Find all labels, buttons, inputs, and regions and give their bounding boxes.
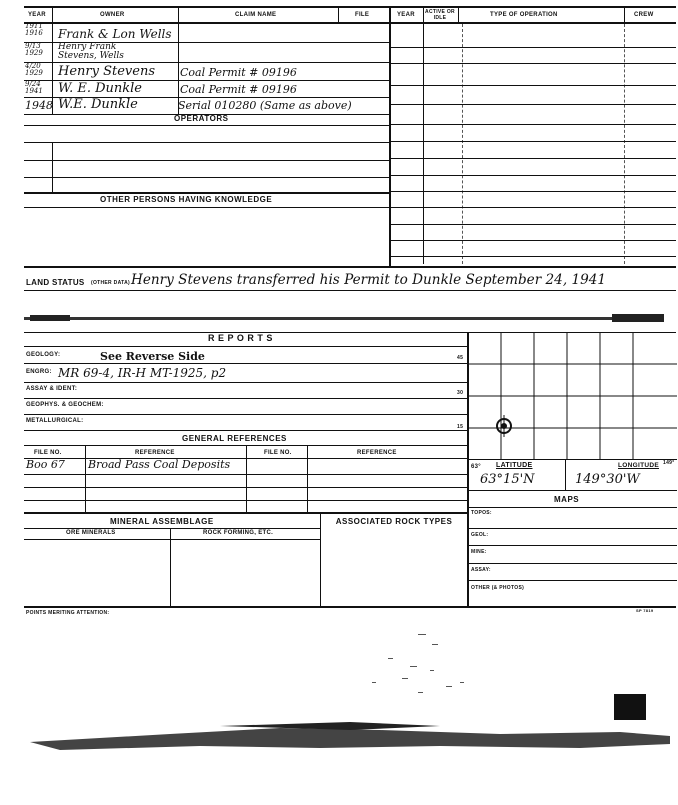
latitude-value: 63°15'N [480,472,535,487]
col-divider [338,6,339,22]
maps-row-line [467,490,677,491]
mineral-assemblage-title: MINERAL ASSEMBLAGE [110,517,214,526]
col-file-header: FILE [355,12,370,18]
row-line [24,192,390,194]
reports-title: R E P O R T S [208,333,273,343]
refs-row-file: Boo 67 [26,458,65,471]
mineral-col-divider [320,512,321,606]
reports-row-line [24,346,467,347]
maps-assay: ASSAY: [471,567,491,573]
location-grid [467,332,677,459]
col-owner-header: OWNER [100,12,125,18]
scale-tick: 30 [457,390,464,396]
col-divider [423,6,424,264]
longitude-value: 149°30'W [575,472,640,487]
owner-row-year: 9/24 1941 [25,80,43,95]
mineral-row-line [24,528,320,529]
owner-row-claim: Serial 010280 (Same as above) [178,99,352,112]
owner-row-year: 1911 1916 [25,22,43,37]
assay-label: ASSAY & IDENT: [26,386,78,392]
metallurgical-label: METALLURGICAL: [26,418,84,424]
points-top-line [24,606,676,608]
lat-degrees: 63° [471,464,481,470]
longitude-label: LONGITUDE [618,462,659,469]
ore-minerals-label: ORE MINERALS [66,530,116,536]
dashed-divider [462,24,463,264]
refs-col-divider [307,445,308,512]
reports-row-line [24,430,467,431]
col-year-header: YEAR [28,12,46,18]
op-row-line [390,124,676,125]
maps-mine: MINE: [471,549,487,555]
op-row-line [390,224,676,225]
refs-col-divider [246,445,247,512]
refs-col-reference: REFERENCE [135,450,175,456]
land-status-label: LAND STATUS [26,278,85,287]
col-divider [52,22,53,114]
owner-row-claim: Coal Permit # 09196 [180,66,297,79]
owner-row-owner: Frank & Lon Wells [58,27,172,41]
owner-row-owner: Henry Stevens [58,64,155,79]
lat-row-line [467,459,677,460]
col-divider [458,6,459,22]
engrg-label: ENGRG: [26,369,52,375]
op-row-line [390,47,676,48]
col-op-year-header: YEAR [397,12,415,18]
maps-other: OTHER (& PHOTOS) [471,585,525,591]
owner-row-year: 1948 [25,99,53,112]
op-row-line [390,207,676,208]
col-divider [178,22,179,114]
owner-row-year: 4/20 1929 [25,62,43,77]
scale-tick: 15 [457,424,464,430]
geology-label: GEOLOGY: [26,352,61,358]
maps-topos: TOPOS: [471,510,492,516]
scan-bottom-strip [20,716,676,766]
maps-title: MAPS [554,495,580,504]
land-status-sublabel: (OTHER DATA) [91,280,130,286]
col-crew-header: CREW [634,12,654,18]
op-row-line [390,63,676,64]
op-row-line [390,141,676,142]
refs-col-divider [85,445,86,512]
maps-geol: GEOL: [471,532,489,538]
row-line [24,177,390,178]
col-divider [624,6,625,22]
land-status-underline [24,290,676,291]
col-type-header: TYPE OF OPERATION [490,12,558,18]
col-divider [52,142,53,192]
reports-row-line [24,398,467,399]
op-row-line [390,191,676,192]
col-active-header: ACTIVE OR IDLE [425,9,455,21]
row-line [24,160,390,161]
owner-row-year: 9/13 1929 [25,42,43,57]
dashed-divider [624,24,625,264]
geology-value: See Reverse Side [100,350,205,363]
reports-row-line [24,363,467,364]
owner-row-owner: Henry Frank Stevens, Wells [58,42,124,61]
scan-strip [24,317,664,320]
scan-noise [0,620,678,805]
mineral-row-line [24,539,320,540]
other-persons-label: OTHER PERSONS HAVING KNOWLEDGE [100,195,273,204]
refs-row-reference: Broad Pass Coal Deposits [88,458,231,471]
refs-col-reference2: REFERENCE [357,450,397,456]
lon-degrees: 149° [663,460,675,466]
mineral-col-divider [170,528,171,606]
operators-label: OPERATORS [174,114,229,123]
row-line [24,207,390,208]
op-row-line [390,240,676,241]
op-row-line [390,175,676,176]
row-line [24,142,390,143]
reports-row-line [24,382,467,383]
owner-row-owner: W.E. Dunkle [58,97,138,112]
center-divider [389,6,391,266]
land-status-top-line [24,266,676,268]
scan-blot [30,315,70,321]
maps-row-line [467,528,677,529]
general-references-title: GENERAL REFERENCES [182,434,287,443]
form-number: SP 7819 [636,608,654,613]
reports-row-line [24,414,467,415]
rock-forming-label: ROCK FORMING, ETC. [203,530,274,536]
op-row-line [390,256,676,257]
row-line [24,125,390,126]
op-row-line [390,104,676,105]
engrg-value: MR 69-4, IR-H MT-1925, p2 [58,366,227,380]
owner-row-owner: W. E. Dunkle [58,81,143,96]
associated-rock-types-label: ASSOCIATED ROCK TYPES [335,517,453,526]
scan-blot [612,314,664,322]
geophys-label: GEOPHYS. & GEOCHEM: [26,402,104,408]
refs-col-file2: FILE NO. [264,450,292,456]
header-underline [24,22,676,24]
refs-col-file: FILE NO. [34,450,62,456]
owner-row-claim: Coal Permit # 09196 [180,83,297,96]
maps-row-line [467,563,677,564]
col-divider [178,6,179,22]
points-label: POINTS MERITING ATTENTION: [26,610,110,616]
op-row-line [390,158,676,159]
latitude-label: LATITUDE [496,462,533,469]
maps-row-line [467,580,677,581]
land-status-text: Henry Stevens transferred his Permit to Dunkle September 24, 1941 [131,272,607,288]
top-border [24,6,676,8]
maps-row-line [467,545,677,546]
col-divider [52,6,53,22]
location-marker-icon [493,415,515,437]
row-line [24,62,390,63]
scale-tick: 45 [457,355,464,361]
refs-row-line [24,512,467,514]
op-row-line [390,85,676,86]
maps-row-line [467,507,677,508]
lat-lon-divider [565,459,566,491]
col-claim-header: CLAIM NAME [235,12,277,18]
